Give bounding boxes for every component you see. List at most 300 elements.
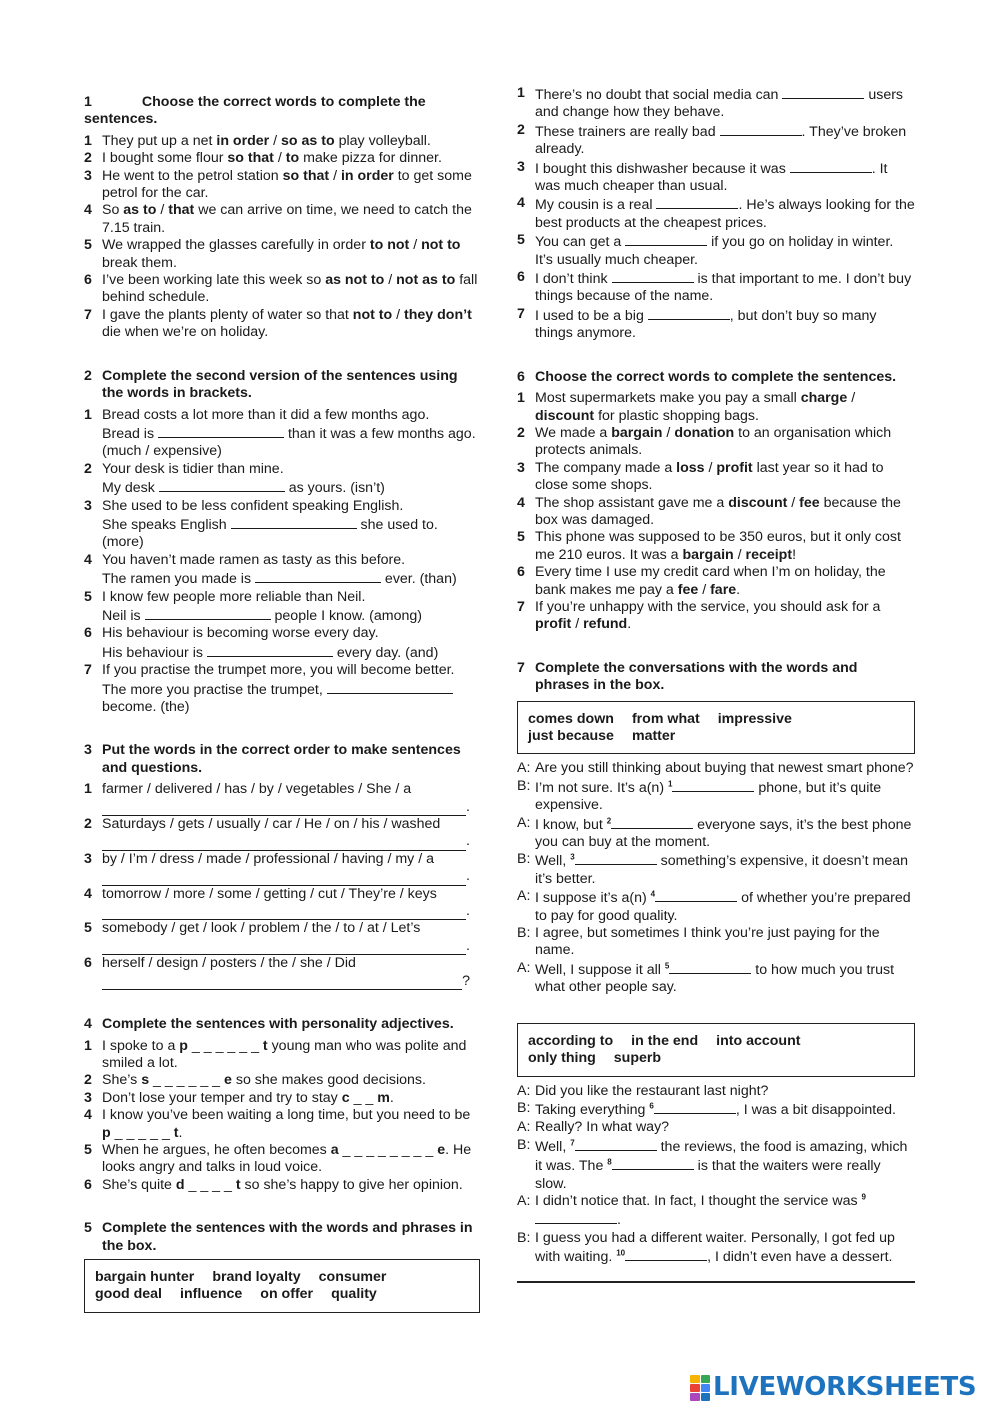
- conversation-line: [517, 888, 915, 925]
- answer-line-end: ?: [462, 972, 470, 989]
- sec6-item: [517, 460, 915, 495]
- answer-blank[interactable]: [656, 195, 738, 209]
- speaker-label: A:: [517, 959, 531, 976]
- item-text: young man who was polite and smiled a lot.: [102, 1037, 467, 1071]
- item-number: 6: [84, 1176, 92, 1193]
- rewrite-end: as yours. (isn’t): [284, 480, 385, 497]
- item-text: . They’ve broken already.: [535, 123, 907, 158]
- speaker-label: A:: [517, 760, 531, 777]
- gap-number: 9: [861, 1192, 866, 1202]
- item-number: 2: [84, 460, 92, 477]
- last-letter: t: [173, 1124, 179, 1141]
- answer-blank[interactable]: [255, 569, 381, 583]
- answer-line[interactable]: [102, 871, 466, 886]
- gap-number: 4: [650, 889, 656, 899]
- answer-line-end: .: [466, 798, 470, 815]
- choice-option-b[interactable]: fee: [799, 494, 820, 511]
- answer-blank[interactable]: [655, 888, 737, 902]
- item-text: I bought some flour: [102, 150, 228, 167]
- sec4-item: [84, 1072, 480, 1089]
- line-text: .: [617, 1212, 621, 1229]
- item-text: .: [178, 1124, 183, 1141]
- rewrite-end: every day. (and): [332, 644, 439, 661]
- answer-blank[interactable]: [575, 1137, 657, 1151]
- line-text: Well,: [535, 853, 571, 870]
- gap-number: 6: [649, 1101, 654, 1111]
- choice-option-a[interactable]: discount: [728, 494, 788, 511]
- section-6-heading: 6 Choose the correct words to complete the sentences.: [517, 368, 897, 385]
- answer-line[interactable]: [102, 801, 466, 816]
- original-sentence: You haven’t made ramen as tasty as this before.: [102, 551, 406, 568]
- sec6-item: [517, 425, 915, 460]
- choice-option-b[interactable]: profit: [716, 459, 753, 476]
- first-letter: s: [141, 1072, 150, 1089]
- item-number: 6: [517, 269, 525, 286]
- rewrite-start: The ramen you made is: [102, 571, 255, 588]
- sec1-item: [84, 307, 480, 342]
- answer-blank[interactable]: [672, 778, 754, 792]
- choice-option-b[interactable]: they don’t: [404, 306, 472, 323]
- conversation-2: [517, 1083, 915, 1267]
- sec4-item: [84, 1177, 480, 1194]
- answer-blank[interactable]: [611, 815, 693, 829]
- logo-text: LIVEWORKSHEETS: [713, 1372, 977, 1403]
- item-text: I’ve been working late this week so: [102, 272, 326, 289]
- gap-number: 3: [570, 852, 575, 862]
- section-1-items: [84, 133, 480, 342]
- rewrite-end: she used to. (more): [102, 516, 438, 551]
- choice-option-b[interactable]: discount: [535, 407, 595, 424]
- original-sentence: If you practise the trumpet more, you will become better.: [102, 662, 455, 679]
- answer-line[interactable]: [102, 836, 466, 851]
- sec5-item: [517, 85, 915, 122]
- conversation-line: [517, 1083, 915, 1100]
- line-text: I guess you had a different waiter. Personally, I got fed up with waiting.: [535, 1229, 895, 1266]
- line-text: Well, I suppose it all: [535, 961, 665, 978]
- item-number: 4: [84, 202, 92, 219]
- item-number: 3: [84, 850, 92, 867]
- item-number: 3: [84, 1089, 92, 1106]
- sec5-item: [517, 195, 915, 232]
- item-number: 3: [84, 167, 92, 184]
- gap-number: 1: [668, 779, 673, 789]
- line-text: everyone says, it’s the best phone you can buy at the moment.: [535, 816, 912, 851]
- rewrite-sentence: [102, 569, 480, 588]
- item-text: The company made a: [535, 459, 677, 476]
- item-number: 7: [84, 662, 92, 679]
- item-text: You can get a: [535, 234, 626, 251]
- answer-blank[interactable]: [231, 515, 357, 529]
- conversation-line: [517, 960, 915, 997]
- choice-option-a[interactable]: to not: [369, 237, 410, 254]
- answer-blank[interactable]: [145, 606, 271, 620]
- scrambled-words: tomorrow / more / some / getting / cut / They’re / keys: [102, 885, 437, 902]
- liveworksheets-logo: [690, 1373, 976, 1403]
- sec1-item: [84, 133, 480, 150]
- conversation-line: [517, 1230, 915, 1267]
- item-number: 5: [84, 1141, 92, 1158]
- sec2-item: [84, 589, 480, 626]
- choice-option-a[interactable]: charge: [800, 390, 848, 407]
- item-number: 4: [84, 551, 92, 568]
- choice-option-a[interactable]: as not to: [325, 272, 385, 289]
- answer-line-row: [102, 938, 470, 955]
- choice-option-a[interactable]: so that: [282, 167, 330, 184]
- choice-separator: /: [733, 546, 746, 563]
- original-sentence: Bread costs a lot more than it did a few months ago.: [102, 406, 430, 423]
- item-text: I don’t think: [535, 271, 612, 288]
- item-text: I used to be a big: [535, 307, 648, 324]
- choice-option-a[interactable]: fee: [677, 581, 699, 598]
- sec3-item: [84, 955, 480, 990]
- rewrite-sentence: [102, 680, 480, 717]
- choice-option-b[interactable]: not to: [421, 237, 461, 254]
- item-number: 3: [84, 497, 92, 514]
- answer-blank[interactable]: [535, 1210, 617, 1224]
- line-text: I suppose it’s a(n): [535, 890, 651, 907]
- item-text: I bought this dishwasher because it was: [535, 160, 790, 177]
- item-text: . It was much cheaper than usual.: [535, 160, 888, 195]
- conversation-line: [517, 778, 915, 815]
- scrambled-words: farmer / delivered / has / by / vegetables / She / a: [102, 781, 412, 798]
- conversation-line: [517, 925, 915, 960]
- speaker-label: A:: [517, 1192, 531, 1209]
- choice-option-b[interactable]: fare: [710, 581, 737, 598]
- sec2-item: [84, 407, 480, 461]
- answer-blank[interactable]: [575, 851, 657, 865]
- conversation-line: [517, 1137, 915, 1193]
- section-5-word-box: [84, 1259, 480, 1313]
- item-number: 2: [517, 121, 525, 138]
- answer-blank[interactable]: [654, 1100, 736, 1114]
- answer-blank[interactable]: [790, 159, 872, 173]
- letter-blanks[interactable]: _ _ _ _: [184, 1176, 236, 1193]
- box-word: influence: [180, 1286, 243, 1303]
- last-letter: t: [262, 1037, 268, 1054]
- rewrite-start: Neil is: [102, 607, 145, 624]
- letter-blanks[interactable]: _ _ _ _ _: [110, 1124, 174, 1141]
- sec3-item: [84, 816, 480, 851]
- box-word: only thing: [528, 1050, 596, 1067]
- item-text: play volleyball.: [334, 132, 431, 149]
- item-number: 4: [517, 195, 525, 212]
- item-text: I spoke to a: [102, 1037, 180, 1054]
- rewrite-sentence: [102, 424, 480, 461]
- item-text: So: [102, 202, 124, 219]
- choice-option-a[interactable]: bargain: [682, 546, 734, 563]
- choice-separator: /: [662, 424, 675, 441]
- line-text: I’m not sure. It’s a(n): [535, 779, 668, 796]
- box-word: matter: [631, 728, 676, 744]
- speaker-label: B:: [517, 1229, 531, 1246]
- item-text: When he argues, he often becomes: [102, 1141, 331, 1158]
- line-text: to how much you trust what other people say.: [535, 961, 895, 996]
- line-text: phone, but it’s quite expensive.: [535, 779, 882, 814]
- choice-option-b[interactable]: not as to: [396, 272, 456, 289]
- item-text: We wrapped the glasses carefully in order: [102, 237, 370, 254]
- choice-option-a[interactable]: bargain: [611, 424, 663, 441]
- answer-line[interactable]: [102, 940, 466, 955]
- sec6-item: [517, 564, 915, 599]
- choice-separator: /: [269, 132, 282, 149]
- section-3-items: [84, 781, 480, 990]
- item-number: 1: [84, 406, 92, 423]
- box-word: according to: [528, 1032, 614, 1049]
- sec2-item: [84, 461, 480, 498]
- item-text: !: [792, 546, 797, 563]
- choice-option-b[interactable]: donation: [674, 424, 735, 441]
- sec3-item: [84, 920, 480, 955]
- box-word: bargain hunter: [95, 1268, 195, 1285]
- speaker-label: A:: [517, 1119, 531, 1136]
- answer-blank[interactable]: [625, 1247, 707, 1261]
- item-number: 4: [84, 1107, 92, 1124]
- first-letter: p: [102, 1124, 111, 1141]
- choice-separator: /: [384, 272, 397, 289]
- sec5-item: [517, 232, 915, 269]
- line-text: is that the waiters were really slow.: [535, 1158, 881, 1192]
- item-number: 6: [84, 625, 92, 642]
- answer-line-end: .: [466, 903, 470, 920]
- rewrite-end: people I know. (among): [270, 607, 422, 624]
- sec5-item: [517, 159, 915, 196]
- first-letter: c: [341, 1089, 350, 1106]
- item-number: 5: [84, 237, 92, 254]
- speaker-label: A:: [517, 814, 531, 831]
- item-text: for plastic shopping bags.: [594, 407, 759, 424]
- choice-option-b[interactable]: so as to: [281, 132, 335, 149]
- letter-blanks[interactable]: _ _ _ _ _ _: [149, 1072, 225, 1089]
- answer-line-row: [102, 903, 470, 920]
- rewrite-end: ever. (than): [380, 571, 457, 588]
- answer-line-row: [102, 973, 470, 990]
- box-word: good deal: [95, 1286, 162, 1303]
- sec6-item: [517, 390, 915, 425]
- item-number: 2: [84, 150, 92, 167]
- conversation-line: [517, 1119, 915, 1136]
- section-4-items: [84, 1038, 480, 1195]
- item-number: 2: [84, 1072, 92, 1089]
- section-7-word-box-1: [517, 701, 915, 755]
- item-number: 2: [517, 424, 525, 441]
- rewrite-start: She speaks English: [102, 516, 231, 533]
- letter-blanks[interactable]: _ _: [349, 1089, 378, 1106]
- line-text: Are you still thinking about buying that newest smart phone?: [535, 760, 914, 777]
- box-word: from what: [631, 710, 700, 727]
- scrambled-words: Saturdays / gets / usually / car / He / on / his / washed: [102, 816, 441, 833]
- line-text: something’s expensive, it doesn’t mean it’s better.: [535, 853, 908, 887]
- item-text: fall behind schedule.: [102, 272, 478, 306]
- item-number: 6: [517, 564, 525, 581]
- item-number: 6: [84, 272, 92, 289]
- sec1-item: [84, 272, 480, 307]
- gap-number: 8: [607, 1157, 612, 1167]
- sec2-item: [84, 625, 480, 662]
- item-number: 5: [84, 920, 92, 937]
- speaker-label: B:: [517, 925, 531, 942]
- answer-blank[interactable]: [669, 960, 751, 974]
- conversation-line: [517, 815, 915, 852]
- item-number: 3: [517, 158, 525, 175]
- scrambled-words: by / I’m / dress / made / professional / having / my / a: [102, 850, 434, 867]
- letter-blanks[interactable]: _ _ _ _ _ _ _ _: [338, 1141, 438, 1158]
- choice-separator: /: [847, 390, 856, 407]
- item-number: 7: [84, 306, 92, 323]
- last-letter: e: [224, 1072, 232, 1089]
- item-text: This phone was supposed to be 350 euros, but it only cost me 210 euros. It was a: [535, 529, 901, 563]
- section-6-items: [517, 390, 915, 634]
- box-word: comes down: [528, 710, 614, 727]
- speaker-label: A:: [517, 888, 531, 905]
- item-text: I gave the plants plenty of water so that: [102, 306, 353, 323]
- original-sentence: Your desk is tidier than mine.: [102, 460, 284, 477]
- choice-option-b[interactable]: refund: [583, 616, 628, 633]
- section-2-items: [84, 407, 480, 717]
- choice-separator: /: [273, 150, 286, 167]
- answer-line-end: .: [466, 833, 470, 850]
- sec1-item: [84, 150, 480, 167]
- choice-separator: /: [409, 237, 422, 254]
- answer-blank[interactable]: [327, 680, 453, 694]
- choice-separator: /: [571, 616, 584, 633]
- sec6-item: [517, 599, 915, 634]
- sec1-item: [84, 202, 480, 237]
- choice-option-a[interactable]: not to: [352, 306, 393, 323]
- answer-blank[interactable]: [612, 1156, 694, 1170]
- sec6-item: [517, 495, 915, 530]
- last-letter: e: [437, 1141, 446, 1158]
- speaker-label: B:: [517, 1136, 531, 1153]
- choice-option-a[interactable]: as to: [123, 202, 157, 219]
- box-word: impressive: [717, 710, 792, 727]
- section-3-heading: 3 Put the words in the correct order to make sentences and questions.: [84, 742, 461, 776]
- item-text: Don’t lose your temper and try to stay: [102, 1089, 342, 1106]
- item-text: die when we’re on holiday.: [102, 324, 269, 341]
- rewrite-end: than it was a few months ago. (much / expensive): [102, 425, 476, 460]
- answer-blank[interactable]: [159, 478, 285, 492]
- rewrite-start: The more you practise the trumpet,: [102, 681, 327, 698]
- choice-option-a[interactable]: profit: [535, 616, 572, 633]
- item-text: . He’s always looking for the best products at the cheapest prices.: [535, 197, 915, 231]
- item-text: we can arrive on time, we need to catch the 7.15 train.: [102, 202, 472, 236]
- box-word: consumer: [318, 1268, 387, 1285]
- speaker-label: B:: [517, 851, 531, 868]
- answer-line[interactable]: [102, 905, 466, 920]
- end-divider: [517, 1281, 915, 1283]
- liveworksheets-logo-icon: [690, 1375, 710, 1401]
- item-text: because the box was damaged.: [535, 494, 901, 528]
- choice-separator: /: [329, 167, 341, 184]
- sec5-item: [517, 306, 915, 343]
- choice-option-b[interactable]: receipt: [745, 546, 793, 563]
- choice-option-b[interactable]: to: [285, 150, 300, 167]
- line-text: Well,: [535, 1138, 571, 1155]
- line-text: Did you like the restaurant last night?: [535, 1082, 769, 1099]
- item-number: 5: [517, 232, 525, 249]
- gap-number: 7: [570, 1137, 575, 1147]
- sec5-item: [517, 122, 915, 159]
- answer-blank[interactable]: [782, 85, 864, 99]
- item-text: to get some petrol for the car.: [102, 167, 472, 202]
- scrambled-words: herself / design / posters / the / she / Did: [102, 955, 356, 972]
- conversation-line: [517, 851, 915, 888]
- item-number: 1: [84, 132, 92, 149]
- line-text: I agree, but sometimes I think you’re just paying for the name.: [535, 925, 880, 959]
- answer-line-row: [102, 868, 470, 885]
- choice-option-a[interactable]: in order: [216, 132, 270, 149]
- item-text: Every time I use my credit card when I’m on holiday, the bank makes me pay a: [535, 564, 886, 598]
- answer-line[interactable]: [102, 975, 462, 990]
- rewrite-sentence: [102, 515, 480, 552]
- conversation-line: [517, 1193, 915, 1230]
- answer-blank[interactable]: [648, 306, 730, 320]
- sec4-item: [84, 1090, 480, 1107]
- item-text: .: [389, 1089, 394, 1106]
- answer-blank[interactable]: [625, 232, 707, 246]
- choice-option-b[interactable]: in order: [340, 167, 394, 184]
- conversation-line: [517, 760, 915, 777]
- section-7-word-box-2: [517, 1023, 915, 1077]
- box-word: brand loyalty: [212, 1268, 301, 1285]
- answer-blank[interactable]: [612, 269, 694, 283]
- section-7-heading: 7 Complete the conversations with the words and phrases in the box.: [517, 659, 858, 694]
- item-number: 4: [517, 494, 525, 511]
- item-number: 5: [517, 529, 525, 546]
- sec1-item: [84, 168, 480, 203]
- answer-blank[interactable]: [158, 424, 284, 438]
- original-sentence: I know few people more reliable than Neil.: [102, 588, 366, 605]
- item-number: 6: [84, 955, 92, 972]
- sec2-item: [84, 662, 480, 716]
- item-number: 5: [84, 588, 92, 605]
- item-text: These trainers are really bad: [535, 123, 720, 140]
- choice-separator: /: [156, 202, 169, 219]
- sec3-item: [84, 886, 480, 921]
- gap-number: 10: [616, 1248, 626, 1258]
- item-number: 1: [84, 1037, 92, 1054]
- item-text: She’s: [102, 1072, 142, 1089]
- sec4-item: [84, 1107, 480, 1142]
- sec4-item: [84, 1142, 480, 1177]
- rewrite-sentence: [102, 478, 480, 497]
- item-text: , but don’t buy so many things anymore.: [535, 307, 877, 342]
- last-letter: t: [235, 1176, 241, 1193]
- rewrite-end: become. (the): [102, 699, 190, 715]
- item-number: 7: [517, 598, 525, 615]
- sec3-item: [84, 851, 480, 886]
- choice-option-a[interactable]: loss: [676, 459, 705, 476]
- answer-line-row: [102, 799, 470, 816]
- choice-option-a[interactable]: so that: [227, 150, 274, 167]
- box-word: quality: [331, 1286, 377, 1303]
- original-sentence: She used to be less confident speaking English.: [102, 497, 404, 514]
- answer-line-end: .: [466, 937, 470, 954]
- sec2-item: [84, 552, 480, 589]
- gap-number: 2: [606, 815, 612, 825]
- item-text: if you go on holiday in winter. It’s usually much cheaper.: [535, 234, 894, 268]
- item-text: so she makes good decisions.: [231, 1072, 426, 1089]
- letter-blanks[interactable]: _ _ _ _ _ _: [187, 1037, 263, 1054]
- scrambled-words: somebody / get / look / problem / the / to / at / Let’s: [102, 920, 421, 937]
- rewrite-start: His behaviour is: [102, 644, 207, 661]
- choice-separator: /: [392, 306, 405, 323]
- answer-blank[interactable]: [720, 122, 802, 136]
- answer-blank[interactable]: [207, 643, 333, 657]
- choice-option-b[interactable]: that: [168, 202, 195, 219]
- box-word: on offer: [260, 1286, 314, 1303]
- item-text: so she’s happy to give her opinion.: [240, 1176, 463, 1193]
- first-letter: p: [179, 1037, 188, 1054]
